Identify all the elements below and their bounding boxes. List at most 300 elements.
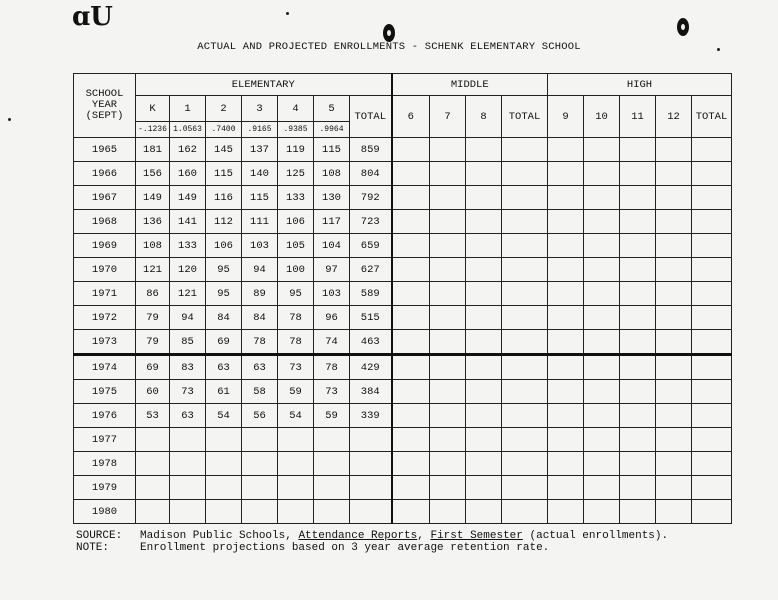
middle-empty-cell — [466, 186, 502, 210]
enrollment-cell: 116 — [206, 186, 242, 210]
high-empty-cell — [656, 234, 692, 258]
table-row — [74, 404, 732, 428]
enrollment-cell — [136, 500, 170, 524]
high-empty-cell — [584, 138, 620, 162]
grade-header: 8 — [466, 96, 502, 138]
enrollment-cell — [206, 428, 242, 452]
high-empty-cell — [692, 210, 732, 234]
year-cell: 1967 — [74, 186, 136, 210]
elementary-total-cell — [350, 428, 392, 452]
middle-empty-cell — [430, 306, 466, 330]
high-empty-cell — [692, 355, 732, 380]
year-cell: 1968 — [74, 210, 136, 234]
enrollment-cell: 117 — [314, 210, 350, 234]
high-empty-cell — [584, 162, 620, 186]
high-empty-cell — [692, 186, 732, 210]
enrollment-cell — [314, 452, 350, 476]
high-empty-cell — [584, 210, 620, 234]
retention-factor: -.1236 — [136, 122, 170, 138]
high-empty-cell — [548, 186, 584, 210]
table-row — [74, 162, 732, 186]
high-empty-cell — [584, 282, 620, 306]
enrollment-cell — [314, 428, 350, 452]
elementary-total-cell: 723 — [350, 210, 392, 234]
high-empty-cell — [692, 330, 732, 355]
middle-empty-cell — [392, 162, 430, 186]
enrollment-cell — [136, 452, 170, 476]
enrollment-cell: 83 — [170, 355, 206, 380]
middle-empty-cell — [430, 210, 466, 234]
middle-empty-cell — [466, 428, 502, 452]
elementary-total-cell: 515 — [350, 306, 392, 330]
year-cell: 1979 — [74, 476, 136, 500]
high-empty-cell — [548, 162, 584, 186]
high-empty-cell — [620, 306, 656, 330]
middle-empty-cell — [466, 282, 502, 306]
enrollment-cell: 78 — [278, 306, 314, 330]
high-empty-cell — [692, 234, 732, 258]
middle-empty-cell — [392, 210, 430, 234]
middle-empty-cell — [392, 234, 430, 258]
middle-empty-cell — [502, 234, 548, 258]
middle-empty-cell — [430, 404, 466, 428]
high-empty-cell — [548, 404, 584, 428]
retention-factor: .9165 — [242, 122, 278, 138]
enrollment-cell: 78 — [278, 330, 314, 355]
retention-factor: .9964 — [314, 122, 350, 138]
enrollment-cell — [242, 500, 278, 524]
high-empty-cell — [584, 306, 620, 330]
source-label: SOURCE: — [76, 530, 123, 542]
table-row — [74, 186, 732, 210]
high-empty-cell — [548, 355, 584, 380]
middle-group-header: MIDDLE — [392, 74, 548, 96]
high-empty-cell — [692, 380, 732, 404]
middle-empty-cell — [466, 330, 502, 355]
high-group-header: HIGH — [548, 74, 732, 96]
middle-empty-cell — [466, 355, 502, 380]
enrollment-cell — [170, 500, 206, 524]
middle-empty-cell — [392, 306, 430, 330]
middle-empty-cell — [430, 234, 466, 258]
elementary-total-cell: 792 — [350, 186, 392, 210]
middle-empty-cell — [430, 500, 466, 524]
high-empty-cell — [548, 258, 584, 282]
high-empty-cell — [656, 210, 692, 234]
elementary-total-cell: 627 — [350, 258, 392, 282]
enrollment-cell: 145 — [206, 138, 242, 162]
middle-empty-cell — [502, 404, 548, 428]
enrollment-cell — [314, 476, 350, 500]
middle-empty-cell — [502, 355, 548, 380]
high-empty-cell — [584, 500, 620, 524]
middle-empty-cell — [502, 162, 548, 186]
high-empty-cell — [692, 476, 732, 500]
enrollment-cell: 160 — [170, 162, 206, 186]
middle-empty-cell — [392, 404, 430, 428]
year-cell: 1965 — [74, 138, 136, 162]
enrollment-cell: 100 — [278, 258, 314, 282]
high-empty-cell — [620, 330, 656, 355]
high-empty-cell — [620, 162, 656, 186]
high-empty-cell — [620, 380, 656, 404]
table-row — [74, 138, 732, 162]
high-empty-cell — [620, 476, 656, 500]
enrollment-cell: 59 — [278, 380, 314, 404]
high-empty-cell — [656, 258, 692, 282]
high-empty-cell — [620, 234, 656, 258]
elementary-total-cell: 429 — [350, 355, 392, 380]
high-empty-cell — [584, 404, 620, 428]
middle-empty-cell — [502, 282, 548, 306]
high-empty-cell — [692, 282, 732, 306]
elementary-total-cell: 659 — [350, 234, 392, 258]
enrollment-cell: 115 — [242, 186, 278, 210]
high-empty-cell — [656, 476, 692, 500]
enrollment-cell: 112 — [206, 210, 242, 234]
middle-empty-cell — [392, 258, 430, 282]
high-empty-cell — [620, 428, 656, 452]
grade-header: 1 — [170, 96, 206, 122]
high-empty-cell — [548, 500, 584, 524]
enrollment-cell: 73 — [170, 380, 206, 404]
high-empty-cell — [656, 404, 692, 428]
year-cell: 1980 — [74, 500, 136, 524]
elementary-total-cell — [350, 476, 392, 500]
middle-empty-cell — [392, 380, 430, 404]
year-cell: 1966 — [74, 162, 136, 186]
middle-empty-cell — [466, 162, 502, 186]
enrollment-cell: 115 — [314, 138, 350, 162]
middle-empty-cell — [502, 428, 548, 452]
grade-header: 12 — [656, 96, 692, 138]
middle-empty-cell — [466, 138, 502, 162]
source-suffix: (actual enrollments). — [522, 530, 669, 542]
year-cell: 1978 — [74, 452, 136, 476]
grade-header: 9 — [548, 96, 584, 138]
high-empty-cell — [584, 355, 620, 380]
elementary-total-cell: 859 — [350, 138, 392, 162]
high-empty-cell — [548, 234, 584, 258]
enrollment-cell: 103 — [242, 234, 278, 258]
high-empty-cell — [548, 380, 584, 404]
middle-empty-cell — [466, 258, 502, 282]
middle-empty-cell — [466, 234, 502, 258]
enrollment-cell — [314, 500, 350, 524]
enrollment-cell — [278, 428, 314, 452]
enrollment-cell: 74 — [314, 330, 350, 355]
enrollment-cell: 162 — [170, 138, 206, 162]
high-empty-cell — [656, 306, 692, 330]
middle-empty-cell — [466, 380, 502, 404]
high-empty-cell — [656, 428, 692, 452]
enrollment-cell: 85 — [170, 330, 206, 355]
table-row — [74, 355, 732, 380]
enrollment-cell: 95 — [206, 258, 242, 282]
middle-empty-cell — [392, 330, 430, 355]
enrollment-cell: 97 — [314, 258, 350, 282]
note-label: NOTE: — [76, 542, 110, 554]
middle-empty-cell — [502, 258, 548, 282]
enrollment-cell: 130 — [314, 186, 350, 210]
enrollment-cell — [170, 428, 206, 452]
high-empty-cell — [692, 258, 732, 282]
high-empty-cell — [656, 452, 692, 476]
high-empty-cell — [656, 282, 692, 306]
enrollment-cell: 181 — [136, 138, 170, 162]
elementary-group-header: ELEMENTARY — [136, 74, 392, 96]
enrollment-cell: 94 — [242, 258, 278, 282]
year-cell: 1975 — [74, 380, 136, 404]
source-separator: , — [417, 530, 431, 542]
elementary-total-cell: 384 — [350, 380, 392, 404]
enrollment-cell: 78 — [242, 330, 278, 355]
enrollment-cell — [206, 500, 242, 524]
year-cell: 1971 — [74, 282, 136, 306]
enrollment-cell: 84 — [242, 306, 278, 330]
table-row — [74, 452, 732, 476]
enrollment-cell: 137 — [242, 138, 278, 162]
enrollment-cell: 58 — [242, 380, 278, 404]
middle-empty-cell — [502, 380, 548, 404]
middle-empty-cell — [392, 500, 430, 524]
enrollment-cell: 84 — [206, 306, 242, 330]
enrollment-cell — [278, 452, 314, 476]
enrollment-cell: 103 — [314, 282, 350, 306]
year-column-header: SCHOOL YEAR (SEPT) — [74, 74, 136, 138]
middle-empty-cell — [502, 330, 548, 355]
enrollment-cell: 133 — [278, 186, 314, 210]
grade-header: 11 — [620, 96, 656, 138]
high-empty-cell — [584, 428, 620, 452]
enrollment-cell: 94 — [170, 306, 206, 330]
middle-empty-cell — [392, 355, 430, 380]
enrollment-cell — [206, 476, 242, 500]
elementary-total-header: TOTAL — [350, 96, 392, 138]
elementary-total-cell — [350, 452, 392, 476]
enrollment-cell: 63 — [242, 355, 278, 380]
note-line — [76, 542, 668, 554]
enrollment-cell: 73 — [278, 355, 314, 380]
source-prefix: Madison Public Schools, — [140, 530, 299, 542]
high-empty-cell — [620, 452, 656, 476]
enrollment-cell: 78 — [314, 355, 350, 380]
enrollment-cell: 89 — [242, 282, 278, 306]
high-empty-cell — [656, 162, 692, 186]
grade-header: K — [136, 96, 170, 122]
middle-empty-cell — [430, 162, 466, 186]
table-row — [74, 428, 732, 452]
table-row — [74, 234, 732, 258]
high-empty-cell — [584, 380, 620, 404]
middle-empty-cell — [502, 138, 548, 162]
high-empty-cell — [548, 428, 584, 452]
middle-empty-cell — [502, 476, 548, 500]
high-empty-cell — [692, 452, 732, 476]
year-cell: 1969 — [74, 234, 136, 258]
enrollment-cell: 73 — [314, 380, 350, 404]
enrollment-cell: 156 — [136, 162, 170, 186]
high-empty-cell — [656, 380, 692, 404]
enrollment-cell — [136, 476, 170, 500]
enrollment-cell — [136, 428, 170, 452]
table-row — [74, 330, 732, 355]
middle-empty-cell — [430, 355, 466, 380]
elementary-total-cell — [350, 500, 392, 524]
elementary-total-cell: 804 — [350, 162, 392, 186]
enrollment-cell: 111 — [242, 210, 278, 234]
enrollment-cell: 104 — [314, 234, 350, 258]
punch-hole — [383, 24, 395, 42]
enrollment-cell — [242, 428, 278, 452]
high-empty-cell — [620, 404, 656, 428]
enrollment-cell: 95 — [278, 282, 314, 306]
punch-hole — [677, 18, 689, 36]
enrollment-cell: 120 — [170, 258, 206, 282]
speck — [8, 118, 11, 121]
high-empty-cell — [548, 452, 584, 476]
enrollment-cell: 108 — [136, 234, 170, 258]
enrollment-cell: 136 — [136, 210, 170, 234]
enrollment-cell: 63 — [206, 355, 242, 380]
enrollment-cell: 86 — [136, 282, 170, 306]
middle-empty-cell — [430, 380, 466, 404]
enrollment-cell: 121 — [136, 258, 170, 282]
table-row — [74, 380, 732, 404]
grade-header: 7 — [430, 96, 466, 138]
retention-factor: .9385 — [278, 122, 314, 138]
middle-empty-cell — [466, 306, 502, 330]
middle-empty-cell — [392, 476, 430, 500]
middle-empty-cell — [392, 138, 430, 162]
middle-empty-cell — [430, 330, 466, 355]
middle-empty-cell — [430, 452, 466, 476]
enrollment-cell: 53 — [136, 404, 170, 428]
enrollment-cell: 69 — [206, 330, 242, 355]
retention-factor: .7400 — [206, 122, 242, 138]
high-empty-cell — [656, 186, 692, 210]
enrollment-cell: 133 — [170, 234, 206, 258]
middle-empty-cell — [466, 500, 502, 524]
source-line — [76, 530, 668, 542]
high-empty-cell — [656, 500, 692, 524]
grade-header: 3 — [242, 96, 278, 122]
enrollment-cell — [170, 452, 206, 476]
year-cell: 1977 — [74, 428, 136, 452]
enrollment-cell: 54 — [278, 404, 314, 428]
enrollment-cell: 60 — [136, 380, 170, 404]
middle-empty-cell — [392, 452, 430, 476]
year-cell: 1974 — [74, 355, 136, 380]
enrollment-cell: 79 — [136, 306, 170, 330]
high-empty-cell — [656, 138, 692, 162]
middle-empty-cell — [430, 476, 466, 500]
year-cell: 1973 — [74, 330, 136, 355]
high-empty-cell — [584, 186, 620, 210]
enrollment-cell: 95 — [206, 282, 242, 306]
middle-empty-cell — [502, 500, 548, 524]
table-row — [74, 306, 732, 330]
high-empty-cell — [656, 355, 692, 380]
table-row — [74, 210, 732, 234]
high-empty-cell — [548, 306, 584, 330]
enrollment-cell: 108 — [314, 162, 350, 186]
enrollment-cell — [242, 452, 278, 476]
enrollment-cell: 125 — [278, 162, 314, 186]
middle-empty-cell — [502, 210, 548, 234]
high-empty-cell — [584, 258, 620, 282]
middle-empty-cell — [466, 476, 502, 500]
elementary-total-cell: 339 — [350, 404, 392, 428]
middle-empty-cell — [430, 186, 466, 210]
middle-empty-cell — [430, 282, 466, 306]
enrollment-cell: 79 — [136, 330, 170, 355]
enrollment-cell: 119 — [278, 138, 314, 162]
enrollment-cell — [206, 452, 242, 476]
table-row — [74, 476, 732, 500]
source-report: Attendance Reports — [298, 530, 418, 542]
enrollment-cell: 54 — [206, 404, 242, 428]
enrollment-cell: 105 — [278, 234, 314, 258]
middle-empty-cell — [502, 452, 548, 476]
high-empty-cell — [584, 234, 620, 258]
enrollment-cell — [242, 476, 278, 500]
enrollment-cell: 56 — [242, 404, 278, 428]
middle-empty-cell — [430, 138, 466, 162]
high-total-header: TOTAL — [692, 96, 732, 138]
high-empty-cell — [620, 282, 656, 306]
enrollment-cell: 106 — [206, 234, 242, 258]
high-empty-cell — [620, 186, 656, 210]
high-empty-cell — [692, 162, 732, 186]
enrollment-cell — [170, 476, 206, 500]
middle-empty-cell — [430, 258, 466, 282]
middle-empty-cell — [430, 428, 466, 452]
middle-empty-cell — [466, 404, 502, 428]
table-row — [74, 258, 732, 282]
middle-total-header: TOTAL — [502, 96, 548, 138]
footer — [76, 530, 668, 554]
grade-header: 10 — [584, 96, 620, 138]
high-empty-cell — [692, 500, 732, 524]
middle-empty-cell — [466, 210, 502, 234]
high-empty-cell — [548, 476, 584, 500]
enrollment-cell — [278, 500, 314, 524]
high-empty-cell — [692, 138, 732, 162]
high-empty-cell — [620, 258, 656, 282]
year-cell: 1970 — [74, 258, 136, 282]
note-text: Enrollment projections based on 3 year average retention rate. — [140, 542, 550, 554]
middle-empty-cell — [392, 282, 430, 306]
enrollment-cell: 63 — [170, 404, 206, 428]
high-empty-cell — [584, 330, 620, 355]
enrollment-cell: 61 — [206, 380, 242, 404]
retention-factor: 1.0563 — [170, 122, 206, 138]
elementary-total-cell: 589 — [350, 282, 392, 306]
enrollment-cell: 141 — [170, 210, 206, 234]
high-empty-cell — [548, 210, 584, 234]
grade-header: 5 — [314, 96, 350, 122]
speck — [286, 12, 289, 15]
elementary-total-cell: 463 — [350, 330, 392, 355]
high-empty-cell — [548, 282, 584, 306]
high-empty-cell — [656, 330, 692, 355]
high-empty-cell — [548, 330, 584, 355]
enrollment-table — [73, 73, 732, 524]
year-cell: 1972 — [74, 306, 136, 330]
enrollment-cell — [278, 476, 314, 500]
enrollment-cell: 96 — [314, 306, 350, 330]
